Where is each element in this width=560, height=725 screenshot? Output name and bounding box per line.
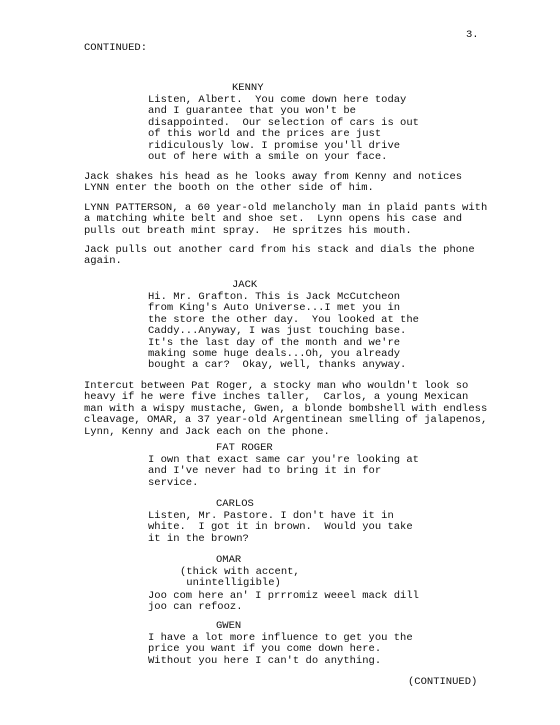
character-carlos: CARLOS: [216, 498, 254, 510]
dialogue-omar: Joo com here an' I prrromiz weeel mack dill joo can refooz.: [148, 590, 419, 614]
character-jack: JACK: [232, 279, 258, 291]
character-omar: OMAR: [216, 554, 242, 566]
character-fat-roger: FAT ROGER: [216, 442, 273, 454]
dialogue-carlos: Listen, Mr. Pastore. I don't have it in white. I got it in brown. Would you take it in the brown?: [148, 510, 413, 545]
continued-footer: (CONTINUED): [408, 676, 478, 688]
character-kenny: KENNY: [232, 82, 264, 94]
action-jack-dials: Jack pulls out another card from his stack and dials the phone again.: [84, 244, 475, 268]
parenthetical-omar: (thick with accent, unintelligible): [180, 566, 300, 590]
action-jack-shakes-head: Jack shakes his head as he looks away from Kenny and notices LYNN enter the booth on the other side of him.: [84, 171, 463, 195]
dialogue-gwen: I have a lot more influence to get you the price you want if you come down here. Without you here I can't do anything.: [148, 632, 413, 667]
dialogue-jack: Hi. Mr. Grafton. This is Jack McCutcheon from King's Auto Universe...I met you in the store the other day. You looked at the Caddy...Anyway, I was just touching base. It's the last day of the month and we're making some huge deals...Oh, you already bought a car? Okay, well, thanks anyway.: [148, 291, 419, 372]
character-gwen: GWEN: [216, 620, 242, 632]
page-number: 3.: [466, 29, 479, 41]
action-intercut: Intercut between Pat Roger, a stocky man who wouldn't look so heavy if he were five inches taller, Carlos, a young Mexican man with a wispy mustache, Gwen, a blonde bombshell with endless cleavage, OMAR, a 37 year-old Argentinean smelling of jalapenos, Lynn, Kenny and Jack each on the phone.: [84, 380, 488, 438]
continued-header: CONTINUED:: [84, 42, 148, 54]
dialogue-kenny: Listen, Albert. You come down here today and I guarantee that you won't be disappointed. Our selection of cars is out of this world and the prices are just ridiculously low. I promise you'll drive out of here with a smile on your face.: [148, 94, 419, 164]
action-lynn-description: LYNN PATTERSON, a 60 year-old melancholy man in plaid pants with a matching white belt and shoe set. Lynn opens his case and pulls out breath mint spray. He spritzes his mouth.: [84, 202, 488, 237]
dialogue-fat-roger: I own that exact same car you're looking at and I've never had to bring it in for service.: [148, 454, 419, 489]
